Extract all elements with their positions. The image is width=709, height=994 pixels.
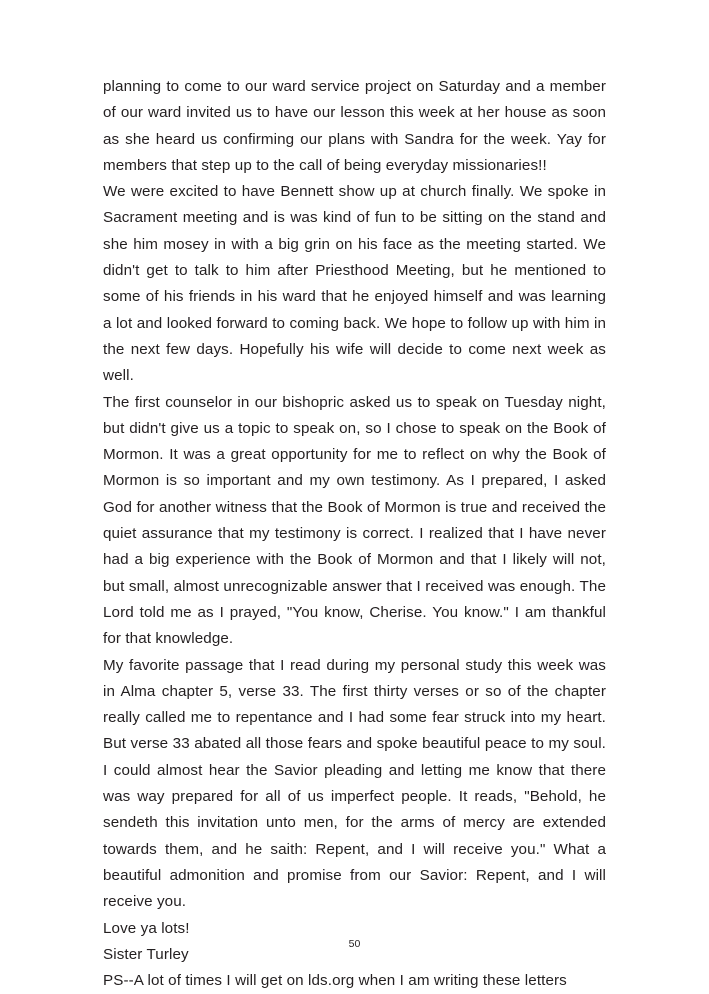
paragraph: My favorite passage that I read during my personal study this week was in Alma chapter 5, verse 33. The first thirty verses or so of the chapter really called me to repentance and I had some fear struck into my heart. But verse 33 abated all those fears and spoke beautiful peace to my soul. I could almost hear the Savior pleading and letting me know that there was way prepared for all of us imperfect people. It reads, "Behold, he sendeth this invitation unto men, for the arms of mercy are extended towards them, and he saith: Repent, and I will receive you." What a beautiful admonition and promise from our Savior: Repent, and I will receive you. [103, 656, 606, 911]
closing-line: Love ya lots! [103, 919, 190, 937]
signature-line: Sister Turley [103, 945, 189, 963]
letter-body [103, 74, 606, 994]
postscript: PS--A lot of times I will get on lds.org when I am writing these letters [103, 972, 567, 990]
page-number: 50 [348, 938, 361, 950]
paragraph: We were excited to have Bennett show up at church finally. We spoke in Sacrament meeting and is was kind of fun to be sitting on the stand and she him mosey in with a big grin on his face as the meeting started. We didn't get to talk to him after Priesthood Meeting, but he mentioned to some of his friends in his ward that he enjoyed himself and was learning a lot and looked forward to coming back. We hope to follow up with him in the next few days. Hopefully his wife will decide to come next week as well. [103, 183, 606, 385]
paragraph: The first counselor in our bishopric asked us to speak on Tuesday night, but didn't give us a topic to speak on, so I chose to speak on the Book of Mormon. It was a great opportunity for me to reflect on why the Book of Mormon is so important and my own testimony. As I prepared, I asked God for another witness that the Book of Mormon is true and received the quiet assurance that my testimony is correct. I realized that I have never had a big experience with the Book of Mormon and that I likely will not, but small, almost unrecognizable answer that I received was enough. The Lord told me as I prayed, "You know, Cherise. You know." I am thankful for that knowledge. [103, 393, 606, 648]
paragraph: planning to come to our ward service project on Saturday and a member of our ward invited us to have our lesson this week at her house as soon as she heard us confirming our plans with Sandra for the week. Yay for members that step up to the call of being everyday missionaries!! [103, 78, 606, 174]
